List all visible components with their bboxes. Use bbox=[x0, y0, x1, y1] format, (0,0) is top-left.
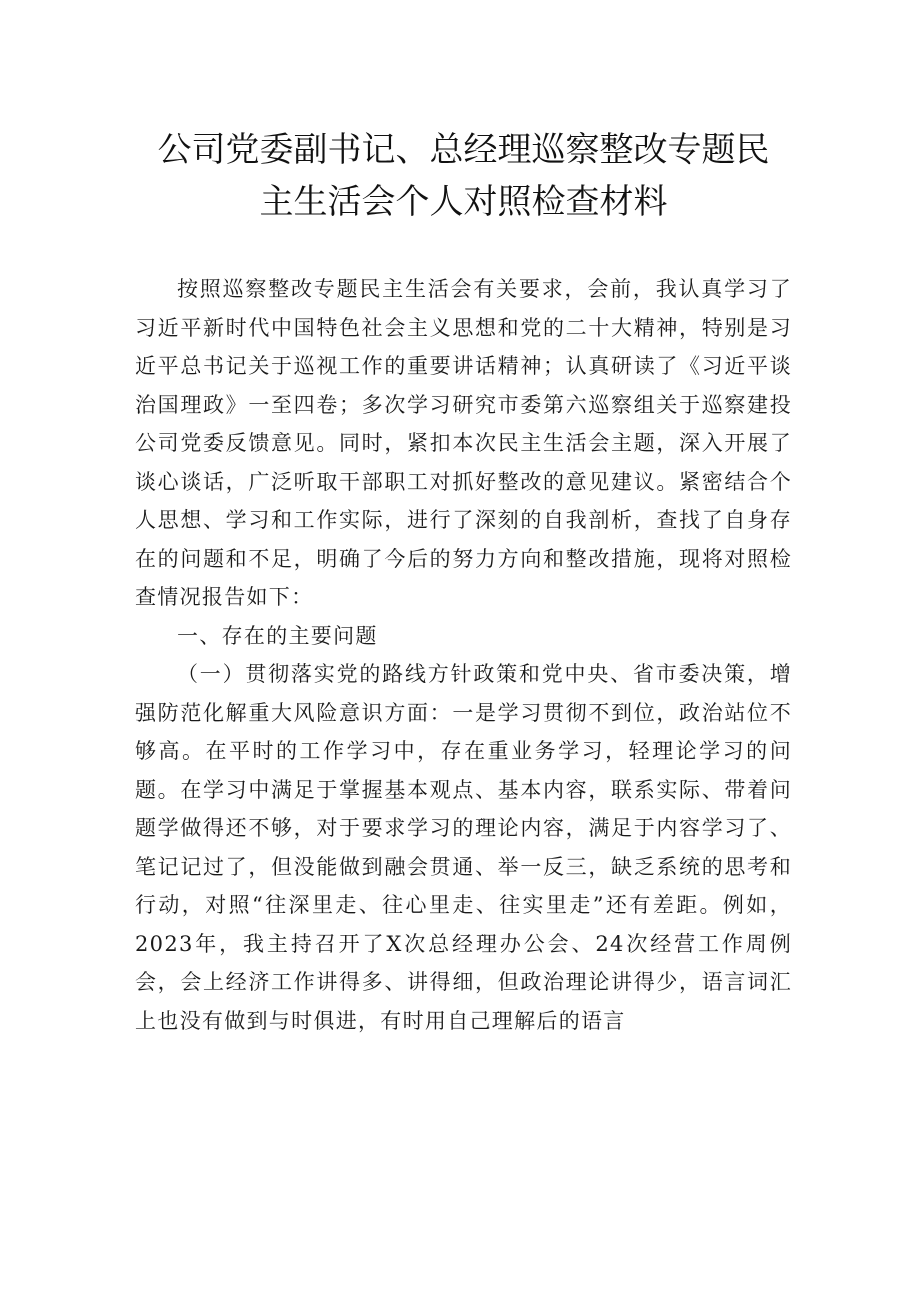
section-heading: 一、存在的主要问题 bbox=[177, 623, 378, 648]
intro-paragraph: 按照巡察整改专题民主生活会有关要求，会前，我认真学习了习近平新时代中国特色社会主义思想和党的二十大精神，特别是习近平总书记关于巡视工作的重要讲话精神；认真研读了《习近平谈治国理政》一至四卷；多次学习研究市委第六巡察组关于巡察建投公司党委反馈意见。同时，紧扣本次民主生活会主题，深入开展了谈心谈话，广泛听取干部职工对抓好整改的意见建议。紧密结合个人思想、学习和工作实际，进行了深刻的自我剖析，查找了自身存在的问题和不足，明确了今后的努力方向和整改措施，现将对照检查情况报告如下： bbox=[135, 277, 792, 609]
title-line-2: 主生活会个人对照检查材料 bbox=[259, 182, 668, 222]
title-line-1: 公司党委副书记、总经理巡察整改专题民 bbox=[157, 130, 770, 170]
section-paragraph: （一）贯彻落实党的路线方针政策和党中央、省市委决策，增强防范化解重大风险意识方面：一是学习贯彻不到位，政治站位不够高。在平时的工作学习中，存在重业务学习，轻理论学习的问题。在学习中满足于掌握基本观点、基本内容，联系实际、带着问题学做得还不够，对于要求学习的理论内容，满足于内容学习了、笔记记过了，但没能做到融会贯通、举一反三，缺乏系统的思考和行动，对照“往深里走、往心里走、往实里走”还有差距。例如，2023年，我主持召开了X次总经理办公会、24次经营工作周例会，会上经济工作讲得多、讲得细，但政治理论讲得少，语言词汇上也没有做到与时俱进，有时用自己理解后的语言 bbox=[135, 662, 792, 1033]
document-title bbox=[135, 124, 792, 228]
document-body bbox=[135, 270, 792, 1040]
